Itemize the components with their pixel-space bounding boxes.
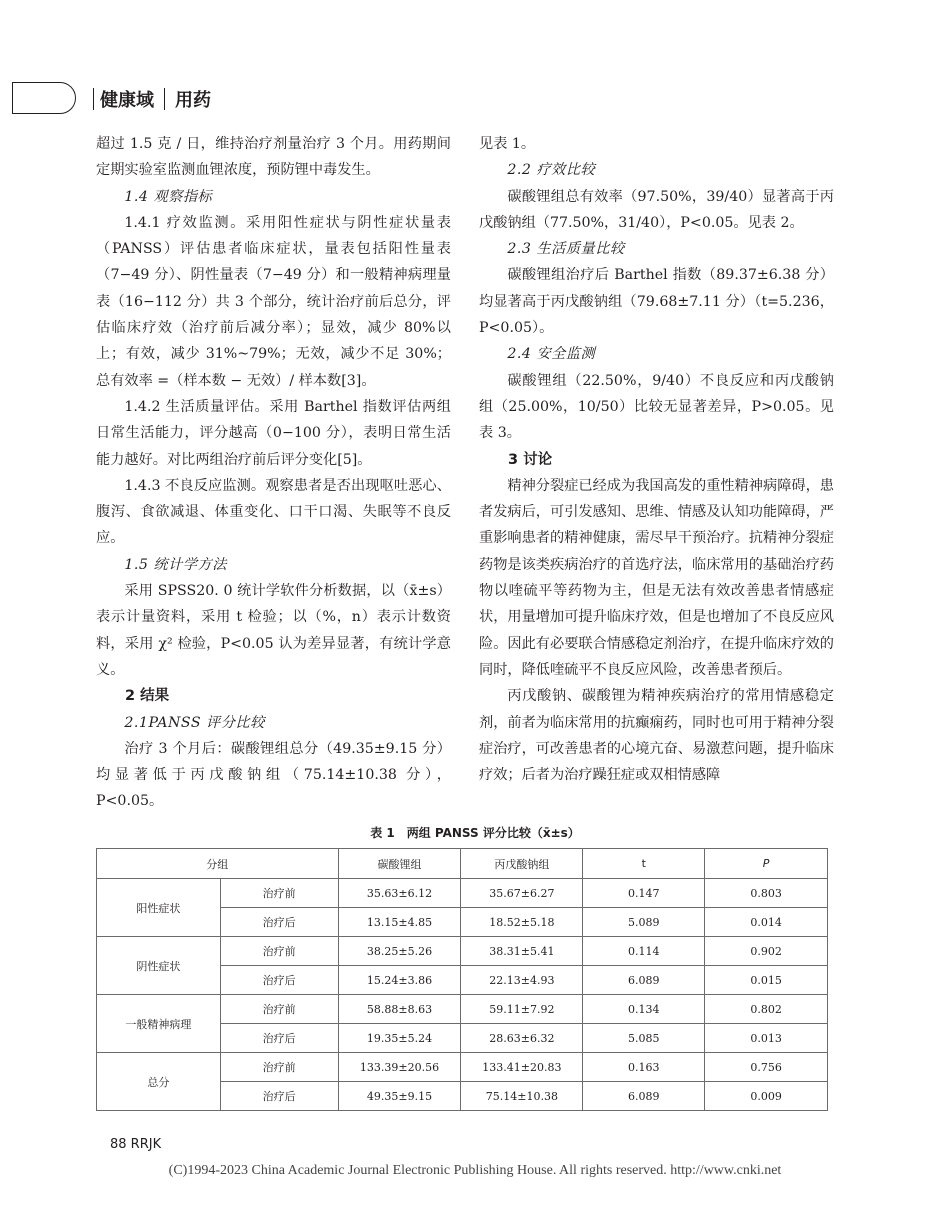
cell: 0.163 bbox=[583, 1053, 705, 1082]
section-heading: 2.3 生活质量比较 bbox=[507, 241, 625, 258]
cell: 18.52±5.18 bbox=[461, 908, 583, 937]
timepoint: 治疗后 bbox=[220, 1082, 338, 1111]
group-name: 一般精神病理 bbox=[97, 995, 221, 1053]
paragraph: 采用 SPSS20. 0 统计学软件分析数据，以（x̄±s）表示计量资料，采用 t 检验；以（%，n）表示计数资料，采用 χ² 检验，P<0.05 认为差异显著，有统计学意义。 bbox=[96, 583, 451, 678]
group-name: 阳性症状 bbox=[97, 879, 221, 937]
cell: 38.31±5.41 bbox=[461, 937, 583, 966]
section-heading: 2.1PANSS 评分比较 bbox=[124, 714, 265, 731]
cell: 0.134 bbox=[583, 995, 705, 1024]
section-name: 用药 bbox=[175, 90, 211, 111]
timepoint: 治疗后 bbox=[220, 1024, 338, 1053]
cell: 35.67±6.27 bbox=[461, 879, 583, 908]
cell: 6.089 bbox=[583, 966, 705, 995]
paragraph: 治疗 3 个月后：碳酸锂组总分（49.35±9.15 分）均显著低于丙戊酸钠组（75.14±10.38 分），P<0.05。 bbox=[96, 740, 451, 810]
timepoint: 治疗前 bbox=[220, 1053, 338, 1082]
cell: 38.25±5.26 bbox=[338, 937, 461, 966]
header-tab-shape bbox=[12, 82, 76, 114]
cell: 0.147 bbox=[583, 879, 705, 908]
timepoint: 治疗前 bbox=[220, 995, 338, 1024]
group-name: 阴性症状 bbox=[97, 937, 221, 995]
timepoint: 治疗前 bbox=[220, 937, 338, 966]
table-row bbox=[97, 937, 828, 966]
section-heading: 2 结果 bbox=[125, 688, 170, 705]
cell: 35.63±6.12 bbox=[338, 879, 461, 908]
cell: 0.114 bbox=[583, 937, 705, 966]
cell: 58.88±8.63 bbox=[338, 995, 461, 1024]
paragraph: 1.4.1 疗效监测。采用阳性症状与阴性症状量表（PANSS）评估患者临床症状，量表包括阳性量表（7−49 分）、阴性量表（7−49 分）和一般精神病理量表（16−112 分）共 3 个部分，统计治疗前后总分，评估临床疗效（治疗前后减分率）；显效，减少 80%以上；有效，减少 31%~79%；无效，减少不足 30%；总有效率 =（样本数 − 无效）/ 样本数[3]。 bbox=[96, 214, 451, 389]
cell: 0.009 bbox=[705, 1082, 828, 1111]
copyright-notice: (C)1994-2023 China Academic Journal Electronic Publishing House. All rights reserved. http://www.cnki.net bbox=[168, 1163, 782, 1178]
cell: 5.085 bbox=[583, 1024, 705, 1053]
paragraph: 碳酸锂组（22.50%，9/40）不良反应和丙戊酸钠组（25.00%，10/50）比较无显著差异，P>0.05。见表 3。 bbox=[479, 372, 834, 442]
paragraph: 1.4.2 生活质量评估。采用 Barthel 指数评估两组日常生活能力，评分越高（0−100 分），表明日常生活能力越好。对比两组治疗前后评分变化[5]。 bbox=[96, 398, 451, 468]
timepoint: 治疗前 bbox=[220, 879, 338, 908]
table-header-row bbox=[97, 849, 828, 879]
timepoint: 治疗后 bbox=[220, 908, 338, 937]
section-heading: 2.4 安全监测 bbox=[507, 346, 596, 363]
table-caption: 表 1 两组 PANSS 评分比较（x̄±s） bbox=[370, 826, 580, 840]
timepoint: 治疗后 bbox=[220, 966, 338, 995]
paragraph: 碳酸锂组治疗后 Barthel 指数（89.37±6.38 分）均显著高于丙戊酸钠组（79.68±7.11 分）（t=5.236，P<0.05）。 bbox=[479, 267, 834, 337]
cell: 0.013 bbox=[705, 1024, 828, 1053]
page-number: 88 RRJK bbox=[110, 1137, 162, 1152]
header-p: P bbox=[705, 849, 828, 879]
paragraph: 丙戊酸钠、碳酸锂为精神疾病治疗的常用情感稳定剂，前者为临床常用的抗癫痫药，同时也可用于精神分裂症治疗，可改善患者的心境亢奋、易激惹问题，提升临床疗效；后者为治疗躁狂症或双相情感障 bbox=[479, 688, 834, 784]
group-name: 总分 bbox=[97, 1053, 221, 1111]
cell: 0.803 bbox=[705, 879, 828, 908]
header-group: 分组 bbox=[97, 849, 339, 879]
cell: 22.13±4.93 bbox=[461, 966, 583, 995]
table-row bbox=[97, 1053, 828, 1082]
section-heading: 1.5 统计学方法 bbox=[124, 556, 227, 573]
cell: 0.756 bbox=[705, 1053, 828, 1082]
cell: 19.35±5.24 bbox=[338, 1024, 461, 1053]
section-heading: 1.4 观察指标 bbox=[124, 188, 213, 205]
cell: 28.63±6.32 bbox=[461, 1024, 583, 1053]
cell: 0.015 bbox=[705, 966, 828, 995]
paragraph: 见表 1。 bbox=[479, 136, 536, 152]
journal-header bbox=[93, 86, 211, 112]
cell: 0.014 bbox=[705, 908, 828, 937]
right-column bbox=[479, 131, 834, 788]
left-column bbox=[96, 131, 451, 815]
journal-name: 健康域 bbox=[100, 90, 154, 111]
header-t: t bbox=[583, 849, 705, 879]
paragraph: 1.4.3 不良反应监测。观察患者是否出现呕吐恶心、腹泻、食欲减退、体重变化、口干口渴、失眠等不良反应。 bbox=[96, 477, 451, 547]
paragraph: 超过 1.5 克 / 日，维持治疗剂量治疗 3 个月。用药期间定期实验室监测血锂浓度，预防锂中毒发生。 bbox=[96, 136, 451, 179]
header-divider bbox=[164, 88, 165, 110]
cell: 59.11±7.92 bbox=[461, 995, 583, 1024]
cell: 15.24±3.86 bbox=[338, 966, 461, 995]
cell: 133.39±20.56 bbox=[338, 1053, 461, 1082]
cell: 75.14±10.38 bbox=[461, 1082, 583, 1111]
section-heading: 2.2 疗效比较 bbox=[507, 162, 596, 179]
panss-table bbox=[96, 848, 828, 1111]
cell: 13.15±4.85 bbox=[338, 908, 461, 937]
paragraph: 碳酸锂组总有效率（97.50%，39/40）显著高于丙戊酸钠组（77.50%，31/40），P<0.05。见表 2。 bbox=[479, 188, 834, 231]
header-valproate: 丙戊酸钠组 bbox=[461, 849, 583, 879]
header-rule bbox=[93, 88, 94, 110]
section-heading: 3 讨论 bbox=[508, 451, 553, 468]
header-lithium: 碳酸锂组 bbox=[338, 849, 461, 879]
cell: 5.089 bbox=[583, 908, 705, 937]
cell: 0.802 bbox=[705, 995, 828, 1024]
cell: 49.35±9.15 bbox=[338, 1082, 461, 1111]
cell: 133.41±20.83 bbox=[461, 1053, 583, 1082]
table-row bbox=[97, 879, 828, 908]
cell: 6.089 bbox=[583, 1082, 705, 1111]
cell: 0.902 bbox=[705, 937, 828, 966]
paragraph: 精神分裂症已经成为我国高发的重性精神病障碍，患者发病后，可引发感知、思维、情感及认知功能障碍，严重影响患者的精神健康，需尽早干预治疗。抗精神分裂症药物是该类疾病治疗的首选疗法，临床常用的基础治疗药物以喹硫平等药物为主，但是无法有效改善患者情感症状，用量增加可提升临床疗效，但是也增加了不良反应风险。因此有必要联合情感稳定剂治疗，在提升临床疗效的同时，降低喹硫平不良反应风险，改善患者预后。 bbox=[479, 477, 834, 678]
table-row bbox=[97, 995, 828, 1024]
